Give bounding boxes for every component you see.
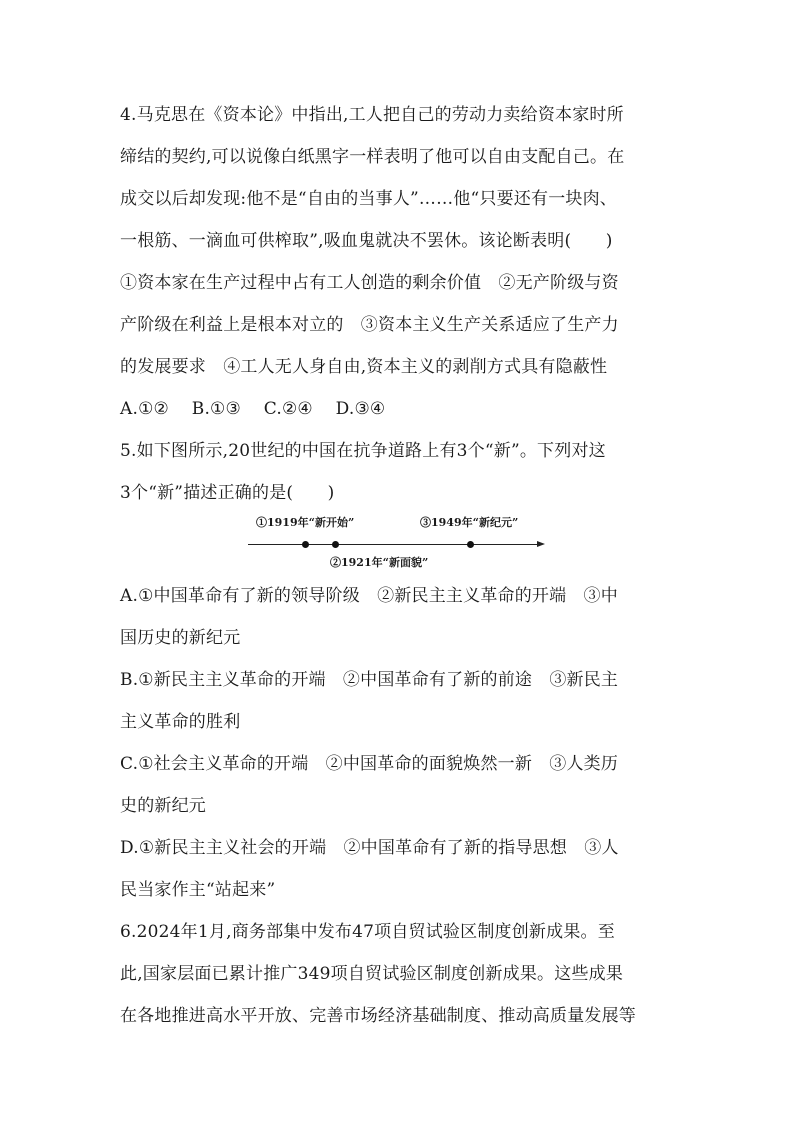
timeline-label-1949: ③1949年“新纪元”: [420, 516, 519, 529]
q4-line-4: 一根筋、一滴血可供榨取”,吸血鬼就决不罢休。该论断表明( ): [120, 231, 613, 251]
q4-line-5: ①资本家在生产过程中占有工人创造的剩余价值 ②无产阶级与资: [120, 273, 619, 293]
q5-option-c-line-1: C.①社会主义革命的开端 ②中国革命的面貌焕然一新 ③人类历: [120, 754, 619, 774]
timeline-dot-1949: [467, 541, 474, 548]
q5-option-b-line-1: B.①新民主主义革命的开端 ②中国革命有了新的前途 ③新民主: [120, 670, 619, 690]
timeline-label-1921: ②1921年“新面貌”: [330, 556, 429, 569]
q4-answer-options: A.①② B.①③ C.②④ D.③④: [120, 399, 386, 419]
timeline-axis: [248, 544, 538, 545]
q4-line-6: 产阶级在利益上是根本对立的 ③资本主义生产关系适应了生产力: [120, 315, 619, 335]
q4-line-3: 成交以后却发现:他不是“自由的当事人”……他“只要还有一块肉、: [120, 189, 617, 209]
q4-line-2: 缔结的契约,可以说像白纸黑字一样表明了他可以自由支配自己。在: [120, 147, 625, 167]
q4-line-1: 4.马克思在《资本论》中指出,工人把自己的劳动力卖给资本家时所: [120, 105, 624, 125]
q6-line-3: 在各地推进高水平开放、完善市场经济基础制度、推动高质量发展等: [120, 1006, 636, 1026]
timeline-dot-1921: [332, 541, 339, 548]
q5-line-2: 3个“新”描述正确的是( ): [120, 483, 335, 503]
q5-option-d-line-2: 民当家作主“站起来”: [120, 880, 276, 900]
q5-option-a-line-2: 国历史的新纪元: [120, 628, 241, 648]
q5-option-c-line-2: 史的新纪元: [120, 796, 206, 816]
q5-option-b-line-2: 主义革命的胜利: [120, 712, 241, 732]
timeline-dot-1919: [302, 541, 309, 548]
q4-line-7: 的发展要求 ④工人无人身自由,资本主义的剥削方式具有隐蔽性: [120, 357, 608, 377]
timeline-label-1919: ①1919年“新开始”: [256, 516, 355, 529]
q5-option-a-line-1: A.①中国革命有了新的领导阶级 ②新民主主义革命的开端 ③中: [120, 586, 618, 606]
q5-option-d-line-1: D.①新民主主义社会的开端 ②中国革命有了新的指导思想 ③人: [120, 838, 619, 858]
q5-line-1: 5.如下图所示,20世纪的中国在抗争道路上有3个“新”。下列对这: [120, 441, 606, 461]
timeline-arrow-icon: [537, 541, 545, 547]
q6-line-1: 6.2024年1月,商务部集中发布47项自贸试验区制度创新成果。至: [120, 922, 615, 942]
q6-line-2: 此,国家层面已累计推广349项自贸试验区制度创新成果。这些成果: [120, 964, 624, 984]
